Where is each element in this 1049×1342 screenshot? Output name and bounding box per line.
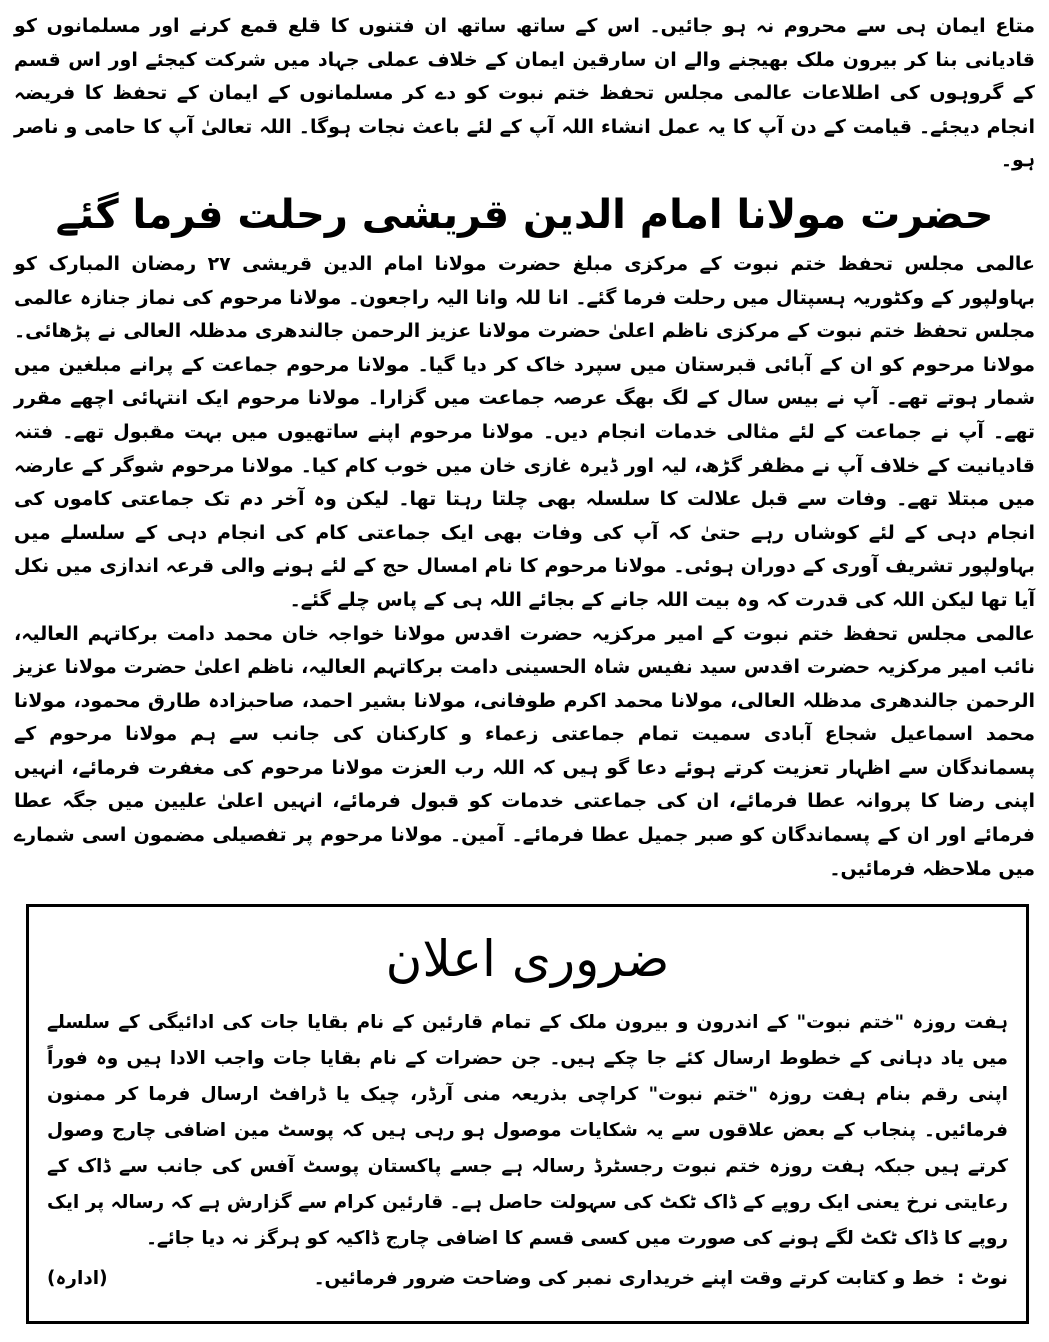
announcement-title: ضروری اعلان — [385, 930, 670, 988]
editorial-signature: (ادارہ) — [47, 1268, 108, 1289]
article-heading: حضرت مولانا امام الدین قریشی رحلت فرما گئے — [55, 191, 994, 238]
intro-paragraph: متاع ایمان ہی سے محروم نہ ہو جائیں۔ اس کے ساتھ ساتھ ان فتنوں کا قلع قمع کرنے اور مسلمانوں کو قادیانی بنا کر بیرون ملک بھیجنے والے ان سارقین ایمان کے خلاف عملی جہاد میں شرکت کیجئے اور اس قسم کے گروہوں کی اطلاعات عالمی مجلس تحفظ ختم نبوت کو دے کر مسلمانوں کے ایمان کے تحفظ کا فریضہ انجام دیجئے۔ قیامت کے دن آپ کا یہ عمل انشاء اللہ آپ کے لئے باعث نجات ہوگا۔ اللہ تعالیٰ آپ کا حامی و ناصر ہو۔ — [14, 15, 1035, 172]
note-label: نوٹ : — [957, 1268, 1008, 1289]
announcement-box — [26, 904, 1029, 1324]
announcement-note-row — [47, 1261, 1008, 1297]
condolence-paragraph-2: عالمی مجلس تحفظ ختم نبوت کے امیر مرکزیہ حضرت اقدس مولانا خواجہ خان محمد دامت برکاتہم العالیہ، نائب امیر مرکزیہ حضرت اقدس سید نفیس شاہ الحسینی دامت برکاتہم العالیہ، ناظم اعلیٰ حضرت مولانا عزیز الرحمن جالندھری مدظلہ العالی، مولانا محمد اکرم طوفانی، مولانا بشیر احمد، صاحبزادہ طارق محمود، مولانا محمد اسماعیل شجاع آبادی سمیت تمام جماعتی زعماء و کارکنان کی جانب سے ہم مولانا مرحوم کے پسماندگان سے اظہار تعزیت کرتے ہوئے دعا گو ہیں کہ اللہ رب العزت مولانا مرحوم کی مغفرت فرمائے، انہیں اپنی رضا کا پروانہ عطا فرمائے، ان کی جماعتی خدمات کو قبول فرمائے، انہیں اعلیٰ علیین میں جگہ عطا فرمائے اور ان کے پسماندگان کو صبر جمیل عطا فرمائے۔ آمین۔ مولانا مرحوم پر تفصیلی مضمون اسی شمارے میں ملاحظہ فرمائیں۔ — [14, 622, 1035, 880]
note-text: خط و کتابت کرتے وقت اپنے خریداری نمبر کی وضاحت ضرور فرمائیں۔ — [313, 1268, 946, 1289]
newspaper-page — [14, 8, 1035, 1334]
announcement-body: ہفت روزہ "ختم نبوت" کے اندرون و بیرون ملک کے تمام قارئین کے نام بقایا جات کی ادائیگی کے سلسلے میں یاد دہانی کے خطوط ارسال کئے جا چکے ہیں۔ جن حضرات کے نام بقایا جات واجب الادا ہیں وہ فوراً اپنی رقم بنام ہفت روزہ "ختم نبوت" کراچی بذریعہ منی آرڈر، چیک یا ڈرافٹ ارسال فرما کر ممنون فرمائیں۔ پنجاب کے بعض علاقوں سے یہ شکایات موصول ہو رہی ہیں کہ پوسٹ مین اضافی چارج وصول کرتے ہیں جبکہ ہفت روزہ ختم نبوت رجسٹرڈ رسالہ ہے جسے پاکستان پوسٹ آفس کی جانب سے ڈاک کے رعایتی نرخ یعنی ایک روپے کے ڈاک ٹکٹ کی سہولت حاصل ہے۔ قارئین کرام سے گزارش ہے کہ رسالہ پر ایک روپے کا ڈاک ٹکٹ لگے ہونے کی صورت میں کسی قسم کا اضافی چارج ڈاکیہ کو ہرگز نہ دیا جائے۔ — [47, 1012, 1008, 1249]
obituary-paragraph-1: عالمی مجلس تحفظ ختم نبوت کے مرکزی مبلغ حضرت مولانا امام الدین قریشی ۲۷ رمضان المبارک کو بہاولپور کے وکٹوریہ ہسپتال میں رحلت فرما گئے۔ انا للہ وانا الیہ راجعون۔ مولانا مرحوم کی نماز جنازہ عالمی مجلس تحفظ ختم نبوت کے مرکزی ناظم اعلیٰ حضرت مولانا عزیز الرحمن جالندھری مدظلہ العالی نے پڑھائی۔ مولانا مرحوم کو ان کے آبائی قبرستان میں سپرد خاک کر دیا گیا۔ مولانا مرحوم جماعت کے پرانے مبلغین میں شمار ہوتے تھے۔ آپ نے بیس سال کے لگ بھگ عرصہ جماعت میں گزارا۔ مولانا مرحوم ایک انتہائی اچھے مقرر تھے۔ آپ نے جماعت کے لئے مثالی خدمات انجام دیں۔ مولانا مرحوم اپنے ساتھیوں میں بہت مقبول تھے۔ فتنہ قادیانیت کے خلاف آپ نے مظفر گڑھ، لیہ اور ڈیرہ غازی خان میں خوب کام کیا۔ مولانا مرحوم شوگر کے عارضہ میں مبتلا تھے۔ وفات سے قبل علالت کا سلسلہ بھی چلتا رہتا تھا۔ لیکن وہ آخر دم تک جماعتی کاموں کی انجام دہی کے لئے کوشاں رہے حتیٰ کہ آپ کی وفات بھی ایک جماعتی کام کی انجام دہی کے سلسلے میں بہاولپور تشریف آوری کے دوران ہوئی۔ مولانا مرحوم کا نام امسال حج کے لئے ہونے والی قرعہ اندازی میں نکل آیا تھا لیکن اللہ کی قدرت کہ وہ بیت اللہ جانے کے بجائے اللہ ہی کے پاس چلے گئے۔ — [14, 252, 1035, 611]
